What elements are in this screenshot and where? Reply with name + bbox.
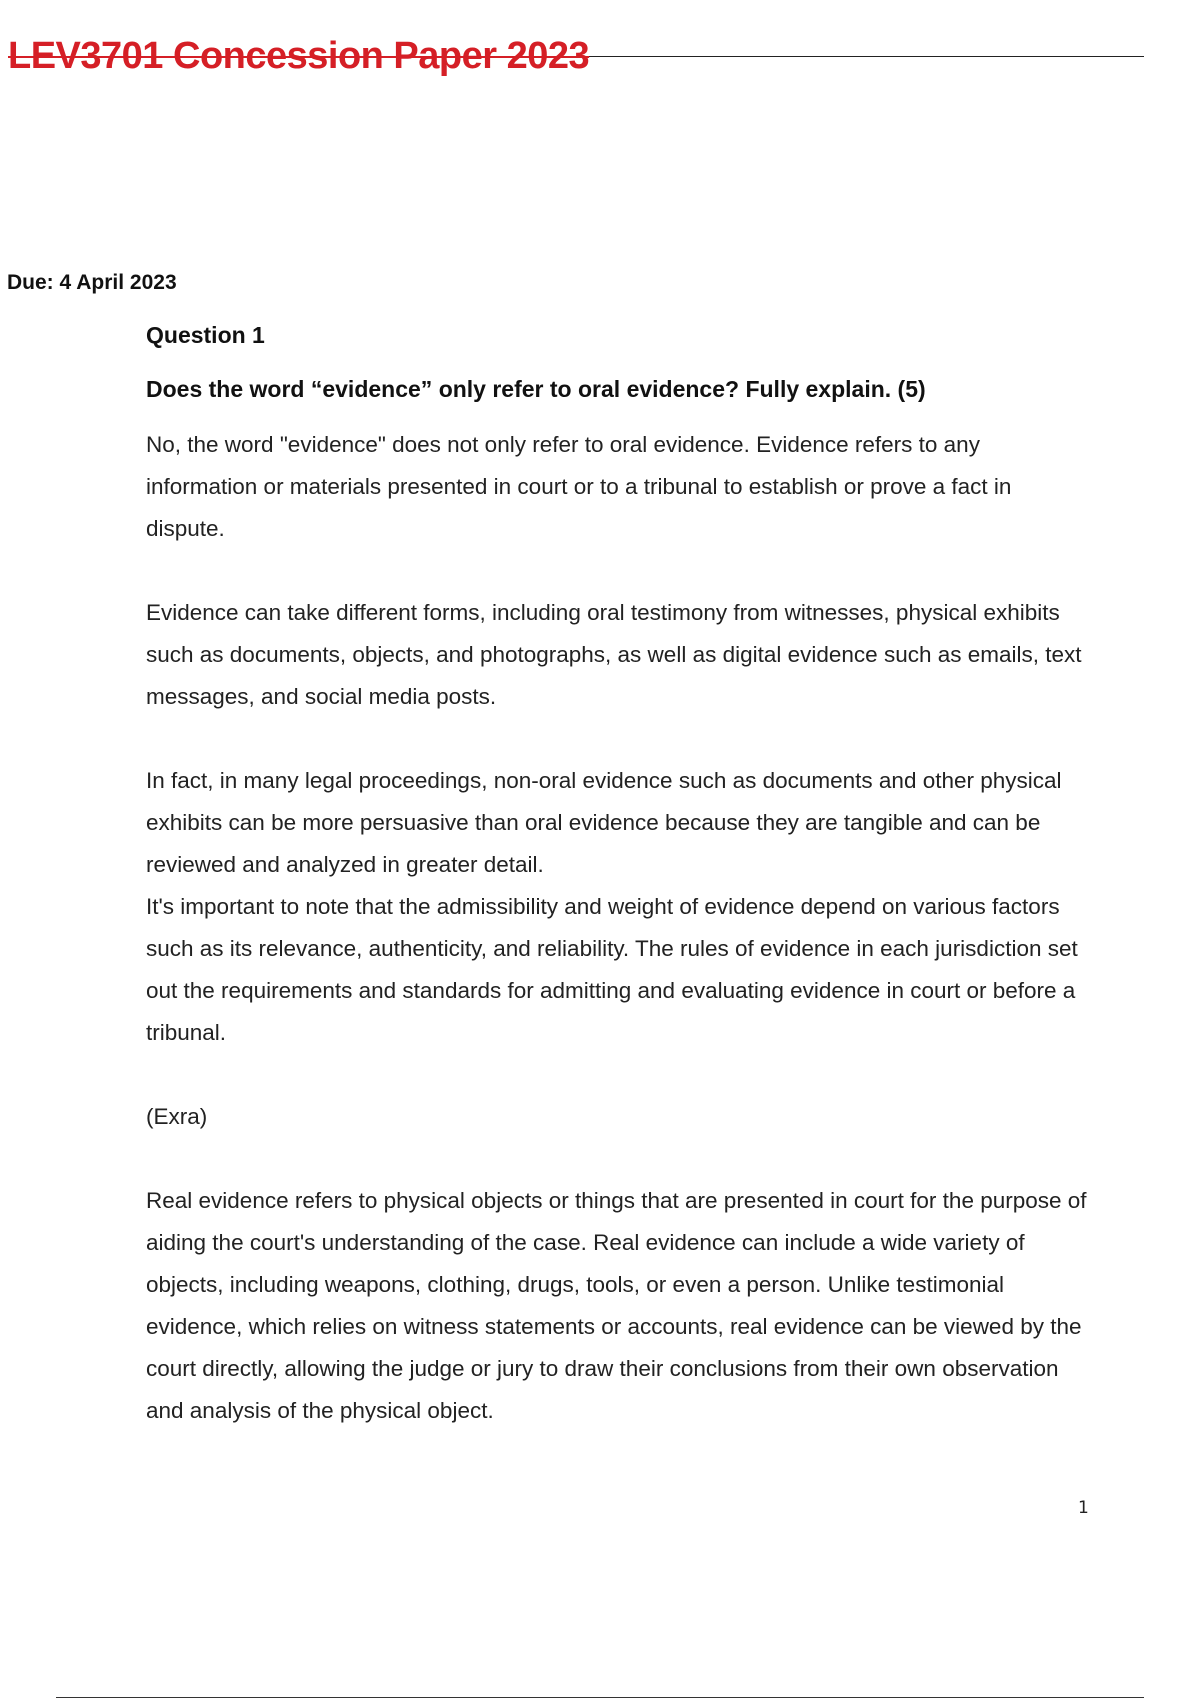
paragraph-gap xyxy=(146,718,1091,760)
footer-divider xyxy=(56,1697,1144,1698)
paragraph-gap xyxy=(146,550,1091,592)
extra-label: (Exra) xyxy=(146,1104,208,1129)
answer-paragraph-5: Real evidence refers to physical objects or things that are presented in court for the purpose of aiding the court's understanding of the case. Real evidence can include a wide variety of objects, including weapons, clothing, drugs, tools, or even a person. Unlike testimonial evidence, which relies on witness statements or accounts, real evidence can be viewed by the court directly, allowing the judge or jury to draw their conclusions from their own observation and analysis of the physical object. xyxy=(146,1188,1087,1423)
question-section xyxy=(146,320,1091,1432)
answer-paragraph-4: It's important to note that the admissibility and weight of evidence depend on various factors such as its relevance, authenticity, and reliability. The rules of evidence in each jurisdiction set out the requirements and standards for admitting and evaluating evidence in court or before a tribunal. xyxy=(146,894,1078,1045)
answer-paragraph-2: Evidence can take different forms, including oral testimony from witnesses, physical exhibits such as documents, objects, and photographs, as well as digital evidence such as emails, text messages, and social media posts. xyxy=(146,600,1082,709)
paragraph-gap xyxy=(146,1138,1091,1180)
answer-paragraph-3: In fact, in many legal proceedings, non-oral evidence such as documents and other physical exhibits can be more persuasive than oral evidence because they are tangible and can be reviewed and analyzed in greater detail. xyxy=(146,768,1062,877)
paragraph-gap xyxy=(146,1054,1091,1096)
document-title: LEV3701 Concession Paper 2023 xyxy=(8,35,590,77)
answer-paragraph-1: No, the word "evidence" does not only refer to oral evidence. Evidence refers to any information or materials presented in court or to a tribunal to establish or prove a fact in dispute. xyxy=(146,432,1012,541)
due-date: Due: 4 April 2023 xyxy=(7,271,177,294)
question-label: Question 1 xyxy=(146,322,265,348)
question-text: Does the word “evidence” only refer to oral evidence? Fully explain. (5) xyxy=(146,376,926,402)
page-number: 1 xyxy=(1078,1498,1089,1518)
